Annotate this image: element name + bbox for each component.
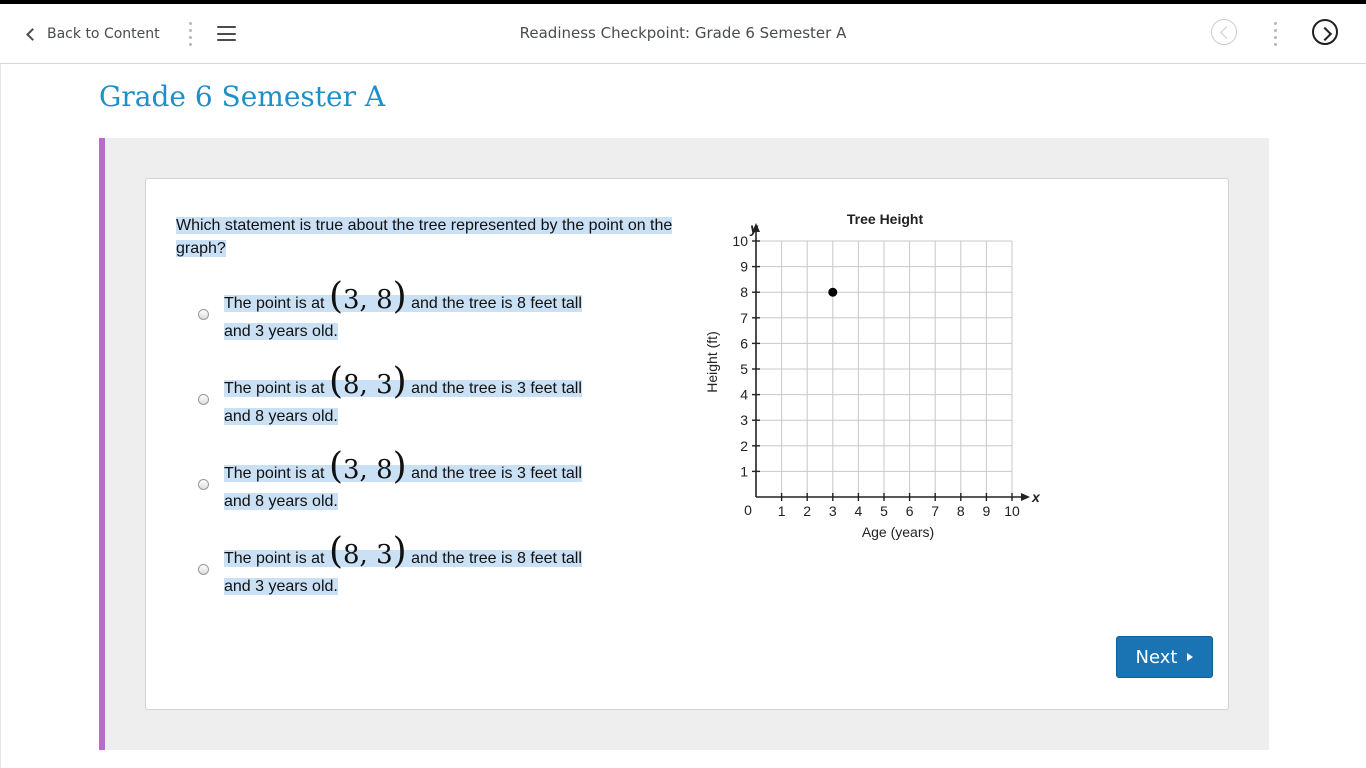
chart-ticks [732, 233, 1020, 519]
y-tick-label: 5 [740, 361, 748, 377]
x-tick-label: 7 [931, 503, 940, 519]
x-axis-label: Age (years) [861, 524, 935, 540]
option-prefix: The point is at [224, 295, 325, 312]
next-page-button[interactable] [1312, 19, 1338, 45]
x-tick-label: 10 [1004, 503, 1020, 519]
coordinate-pair: (3, 8) [328, 446, 407, 487]
chart-points [828, 288, 837, 297]
y-tick-label: 9 [740, 258, 748, 275]
y-tick-label: 2 [740, 437, 748, 454]
separator-dots-icon [1274, 22, 1277, 46]
option-suffix-line2: and 8 years old. [224, 493, 338, 510]
option-prefix: The point is at [224, 550, 325, 567]
play-arrow-icon [1187, 653, 1193, 661]
coordinate-pair: (8, 3) [328, 531, 407, 572]
option-suffix: and the tree is 8 feet tall [411, 550, 582, 567]
radio-option-4[interactable] [198, 564, 209, 575]
answer-option-4[interactable] [194, 531, 624, 608]
previous-button[interactable] [1211, 19, 1237, 45]
answer-text [224, 361, 624, 431]
next-button-label: Next [1135, 646, 1178, 668]
y-axis-label: Height (ft) [704, 331, 720, 393]
option-suffix: and the tree is 8 feet tall [411, 295, 582, 312]
y-tick-label: 8 [740, 284, 748, 301]
answer-text [224, 276, 624, 346]
y-tick-label: 1 [740, 463, 748, 480]
data-point [828, 288, 837, 297]
question-text-content: Which statement is true about the tree represented by the point on the graph? [176, 217, 673, 257]
x-axis-letter: x [1032, 489, 1040, 505]
x-tick-label: 9 [982, 503, 991, 519]
option-suffix-line2: and 3 years old. [224, 323, 338, 340]
option-suffix: and the tree is 3 feet tall [411, 380, 582, 397]
answer-text [224, 446, 624, 516]
chart-grid [756, 241, 1012, 497]
option-prefix: The point is at [224, 380, 325, 397]
option-suffix-line2: and 3 years old. [224, 578, 338, 595]
x-tick-label: 4 [854, 503, 863, 519]
question-text [176, 214, 676, 260]
x-tick-label: 8 [956, 503, 965, 519]
answer-option-1[interactable] [194, 276, 624, 353]
option-suffix: and the tree is 3 feet tall [411, 465, 582, 482]
y-tick-label: 7 [740, 309, 748, 326]
answer-option-3[interactable] [194, 446, 624, 523]
chart-title: Tree Height [846, 211, 924, 227]
tree-height-chart [700, 205, 1045, 545]
page-title: Grade 6 Semester A [99, 80, 386, 113]
option-prefix: The point is at [224, 465, 325, 482]
y-tick-label: 4 [740, 386, 748, 403]
next-button[interactable] [1116, 636, 1213, 678]
left-border [0, 64, 1, 768]
chevron-right-icon [1318, 27, 1332, 41]
origin-label: 0 [744, 502, 752, 518]
x-tick-label: 6 [905, 503, 914, 519]
x-tick-label: 5 [880, 503, 888, 519]
x-tick-label: 1 [777, 503, 786, 519]
x-tick-label: 3 [828, 503, 837, 519]
y-tick-label: 3 [740, 412, 748, 429]
y-axis-letter: y [750, 220, 758, 236]
answer-text [224, 531, 624, 601]
answer-option-2[interactable] [194, 361, 624, 438]
option-suffix-line2: and 8 years old. [224, 408, 338, 425]
chevron-left-icon [1220, 26, 1233, 39]
radio-option-1[interactable] [198, 309, 209, 320]
back-label: Back to Content [47, 26, 160, 42]
top-navbar [0, 4, 1366, 64]
x-tick-label: 2 [803, 503, 812, 519]
y-tick-label: 10 [732, 233, 748, 249]
y-tick-label: 6 [740, 335, 748, 352]
radio-option-2[interactable] [198, 394, 209, 405]
coordinate-pair: (8, 3) [328, 361, 407, 402]
coordinate-pair: (3, 8) [328, 276, 407, 317]
chart-axes [752, 223, 1030, 501]
radio-option-3[interactable] [198, 479, 209, 490]
x-axis-arrow-icon [1021, 493, 1030, 501]
activity-title: Readiness Checkpoint: Grade 6 Semester A [519, 24, 847, 42]
